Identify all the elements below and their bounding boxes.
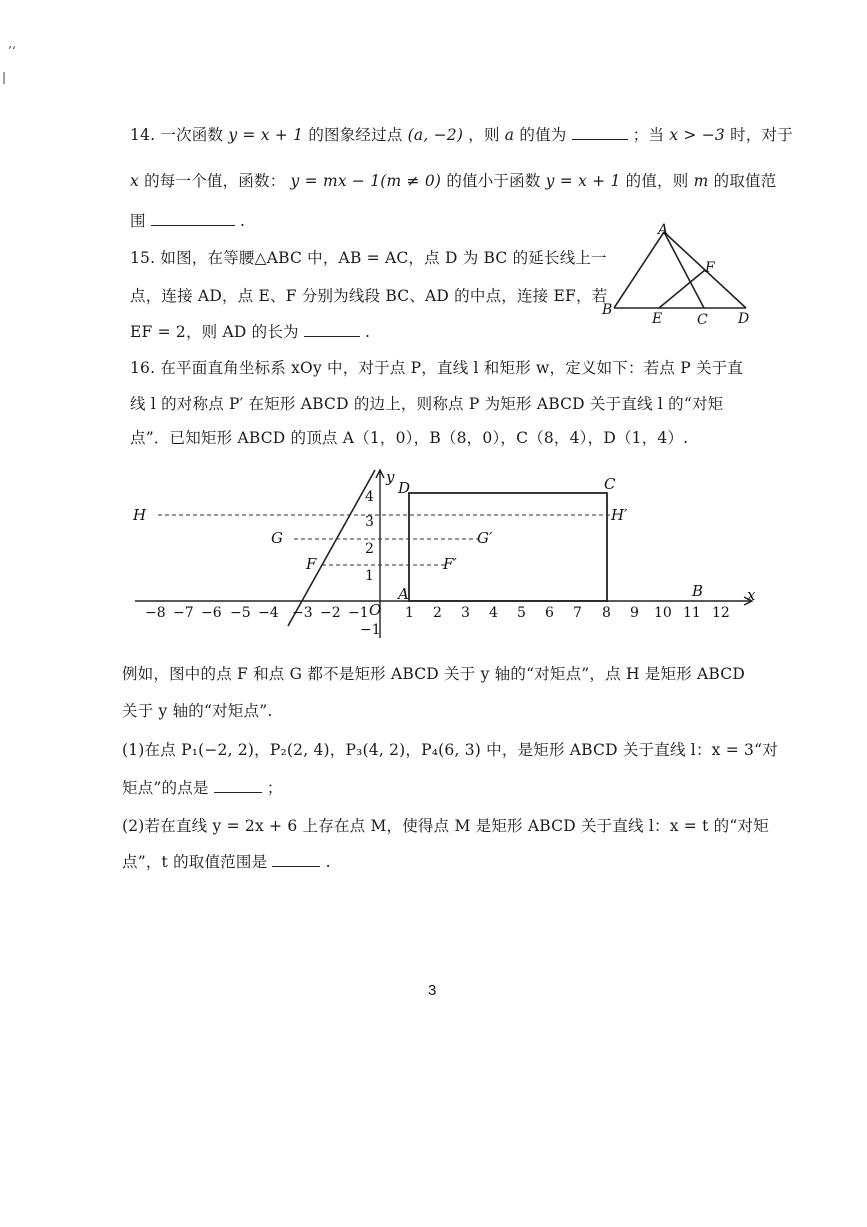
point-d-label: D: [398, 479, 411, 497]
q16-sub2-line-2: [122, 850, 331, 872]
point-h-prime-label: H′: [611, 506, 628, 524]
x-tick-label: 2: [433, 605, 442, 621]
x-tick-label: −2: [320, 605, 341, 621]
point-f-prime-label: F′: [443, 555, 457, 573]
q14-text: 的每一个值，函数：: [144, 172, 286, 190]
q15-line-3: [130, 320, 370, 342]
segment-ac: [664, 232, 704, 308]
x-tick-label: 6: [545, 605, 554, 621]
q16-text: ；: [266, 779, 283, 797]
rectangle-abcd: [409, 493, 607, 601]
page-number: 3: [428, 982, 437, 999]
x-axis-label: x: [747, 586, 756, 604]
label-a: A: [658, 222, 669, 238]
x-tick-label: 12: [712, 605, 730, 621]
point-g-prime-label: G′: [477, 529, 493, 547]
segment-ef: [659, 270, 705, 308]
q14-text: .: [239, 212, 246, 230]
label-e: E: [652, 311, 663, 327]
label-f: F: [705, 260, 715, 276]
q14-text: 时，对于: [730, 126, 793, 144]
point-h-label: H: [133, 506, 147, 524]
q14-line-2: [130, 169, 776, 191]
point-f-label: F: [306, 555, 317, 573]
answer-blank-14a[interactable]: [572, 125, 628, 140]
q14-var: a: [504, 126, 515, 144]
q15-text: .: [365, 323, 371, 341]
answer-blank-14b[interactable]: [151, 211, 235, 226]
x-tick-label: 5: [517, 605, 526, 621]
label-d: D: [738, 311, 750, 327]
q14-var: x: [130, 172, 139, 190]
q14-line-3: [130, 209, 245, 231]
q15-line-1: 15. 如图，在等腰△ABC 中，AB = AC，点 D 为 BC 的延长线上一: [130, 249, 607, 267]
label-b: B: [602, 302, 613, 318]
q14-text: ；当: [632, 126, 665, 144]
q14-formula: y = x + 1: [228, 126, 304, 144]
line-y-2x-6: [288, 470, 375, 626]
q14-var: m: [693, 172, 709, 190]
point-b-label: B: [692, 582, 704, 600]
q16-text: .: [325, 853, 331, 871]
q14-condition: x > −3: [669, 126, 725, 144]
x-tick-label: 8: [602, 605, 611, 621]
q14-text: 的值，则: [625, 172, 689, 190]
q14-text: ，则: [468, 126, 500, 144]
x-tick-label: −3: [292, 605, 313, 621]
q14-line-1: [130, 123, 793, 145]
x-tick-label: −6: [201, 605, 222, 621]
q14-text: 的值为: [519, 126, 567, 144]
q14-formula: y = x + 1: [545, 172, 621, 190]
q16-sub1-line-2: [122, 776, 283, 798]
q16-line-2: 线 l 的对称点 P′ 在矩形 ABCD 的边上，则称点 P 为矩形 ABCD 关于直线 l 的“对矩: [130, 395, 724, 413]
y-tick-label: 2: [365, 541, 374, 557]
q14-point: (a, −2): [407, 126, 464, 144]
segment-ab: [614, 232, 664, 308]
x-tick-label: −8: [145, 605, 166, 621]
y-tick-label: 1: [365, 568, 374, 584]
origin-label: O: [369, 601, 382, 619]
x-tick-label: −7: [173, 605, 194, 621]
y-tick-label: 4: [365, 489, 374, 505]
point-c-label: C: [604, 475, 616, 493]
point-g-label: G: [271, 529, 283, 547]
x-tick-label: −5: [230, 605, 251, 621]
corner-mark-side: |: [2, 70, 7, 84]
q15-line-2: 点，连接 AD，点 E、F 分别为线段 BC、AD 的中点，连接 EF，若: [130, 287, 608, 305]
q15-triangle-figure: [598, 222, 758, 330]
x-tick-label: 4: [489, 605, 498, 621]
y-tick-label: −1: [360, 622, 381, 638]
x-tick-label: −1: [348, 605, 369, 621]
x-tick-label: 1: [405, 605, 414, 621]
q14-formula: y = mx − 1(m ≠ 0): [290, 172, 442, 190]
q16-text: 点”，t 的取值范围是: [122, 853, 268, 871]
q16-example-line-2: 关于 y 轴的“对矩点”.: [122, 702, 273, 720]
q16-line-3: 点”．已知矩形 ABCD 的顶点 A（1，0），B（8，0），C（8，4），D（1，4）.: [130, 429, 689, 447]
q14-text: 的图象经过点: [308, 126, 403, 144]
y-axis-label: y: [386, 468, 395, 486]
corner-mark-top: ’‘: [8, 44, 16, 58]
x-tick-label: 3: [461, 605, 470, 621]
point-a-label: A: [398, 585, 409, 603]
q16-sub1-line-1: (1)在点 P₁(−2, 2)，P₂(2, 4)，P₃(4, 2)，P₄(6, 3) 中，是矩形 ABCD 关于直线 l：x = 3“对: [122, 741, 778, 759]
label-c: C: [697, 312, 708, 328]
q14-text: 的取值范: [713, 172, 777, 190]
q16-text: 矩点”的点是: [122, 779, 209, 797]
coordinate-graph: [0, 460, 867, 650]
y-tick-label: 3: [365, 514, 374, 530]
q15-text: EF = 2，则 AD 的长为: [130, 323, 299, 341]
q16-line-1: 16. 在平面直角坐标系 xOy 中，对于点 P，直线 l 和矩形 w，定义如下：若点 P 关于直: [130, 359, 744, 377]
q16-example-line-1: 例如，图中的点 F 和点 G 都不是矩形 ABCD 关于 y 轴的“对矩点”，点 H 是矩形 ABCD: [122, 665, 745, 683]
q16-sub2-line-1: (2)若在直线 y = 2x + 6 上存在点 M，使得点 M 是矩形 ABCD 关于直线 l：x = t 的“对矩: [122, 817, 769, 835]
x-tick-label: 10: [654, 605, 672, 621]
x-tick-label: 11: [683, 605, 701, 621]
answer-blank-15[interactable]: [304, 322, 360, 337]
q14-text: 的值小于函数: [446, 172, 541, 190]
answer-blank-16-1[interactable]: [214, 778, 262, 793]
x-tick-label: 9: [630, 605, 639, 621]
q14-text: 14. 一次函数: [130, 126, 224, 144]
x-tick-label: −4: [258, 605, 279, 621]
x-tick-label: 7: [573, 605, 582, 621]
answer-blank-16-2[interactable]: [272, 852, 320, 867]
q14-text: 围: [130, 212, 146, 230]
